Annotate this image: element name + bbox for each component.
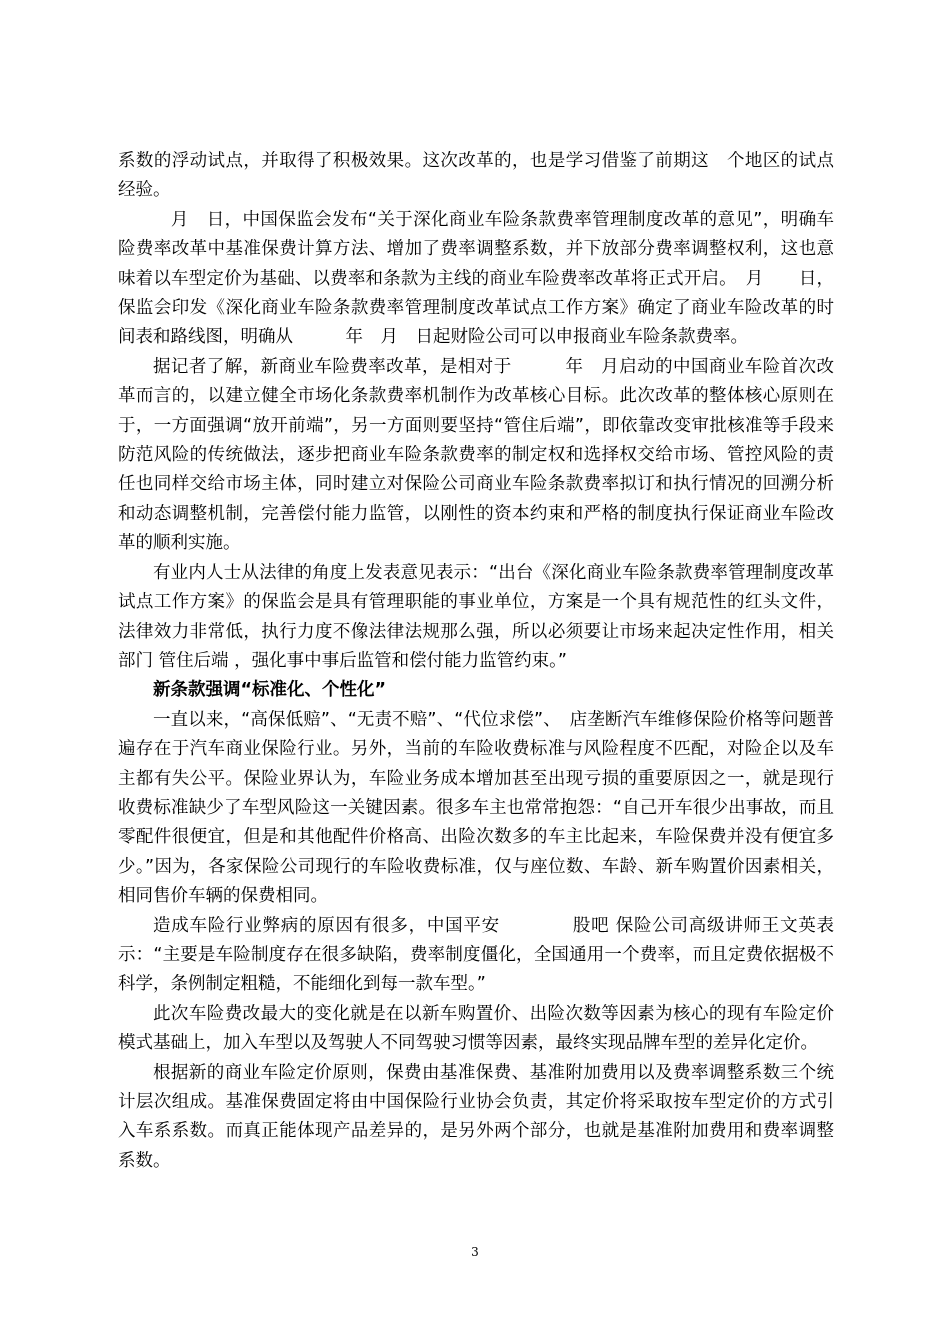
paragraph-4: 有业内人士从法律的角度上发表意见表示：“出台《深化商业车险条款费率管理制度改革试点工作方案》的保监会是具有管理职能的事业单位，方案是一个具有规范性的红头文件，法律效力非常低，执行力度不像法律法规那么强，所以必须要让市场来起决定性作用，相关部门 管住后端 ，强化事中事后监管和偿付能力监管约束。” bbox=[118, 562, 834, 671]
page-number: 3 bbox=[471, 1245, 479, 1259]
paragraph-2: 月 日，中国保监会发布“关于深化商业车险条款费率管理制度改革的意见”，明确车险费率改革中基准保费计算方法、增加了费率调整系数，并下放部分费率调整权利，这也意味着以车型定价为基础、以费率和条款为主线的商业车险费率改革将正式开启。 月 日，保监会印发《深化商业车险条款费率管理制度改革试点工作方案》确定了商业车险改革的时间表和路线图，明确从 年 月 日起财险公司可以申报商业车险条款费率。 bbox=[118, 209, 834, 348]
paragraph-1: 系数的浮动试点，并取得了积极效果。这次改革的，也是学习借鉴了前期这 个地区的试点经验。 bbox=[118, 151, 834, 201]
section-heading: 新条款强调“标准化、个性化” bbox=[153, 680, 387, 701]
paragraph-5: 一直以来，“高保低赔”、“无责不赔”、“代位求偿”、 店垄断汽车维修保险价格等问题普遍存在于汽车商业保险行业。另外，当前的车险收费标准与风险程度不匹配，对险企以及车主都有失公平。保险业界认为，车险业务成本增加甚至出现亏损的重要原因之一，就是现行收费标准缺少了车型风险这一关键因素。很多车主也常常抱怨：“自己开车很少出事故，而且零配件很便宜，但是和其他配件价格高、出险次数多的车主比起来，车险保费并没有便宜多少。”因为，各家保险公司现行的车险收费标准，仅与座位数、车龄、新车购置价因素相关，相同售价车辆的保费相同。 bbox=[118, 709, 834, 907]
paragraph-3: 据记者了解，新商业车险费率改革，是相对于 年 月启动的中国商业车险首次改革而言的，以建立健全市场化条款费率机制作为改革核心目标。此次改革的整体核心原则在于，一方面强调“放开前端”，另一方面则要坚持“管住后端”，即依靠改变审批核准等手段来防范风险的传统做法，逐步把商业车险条款费率的制定权和选择权交给市场、管控风险的责任也同样交给市场主体，同时建立对保险公司商业车险条款费率拟订和执行情况的回溯分析和动态调整机制，完善偿付能力监管，以刚性的资本约束和严格的制度执行保证商业车险改革的顺利实施。 bbox=[118, 356, 834, 554]
document-body bbox=[118, 147, 834, 1176]
paragraph-7: 此次车险费改最大的变化就是在以新车购置价、出险次数等因素为核心的现有车险定价模式基础上，加入车型以及驾驶人不同驾驶习惯等因素，最终实现品牌车型的差异化定价。 bbox=[118, 1003, 834, 1054]
paragraph-6: 造成车险行业弊病的原因有很多，中国平安 股吧 保险公司高级讲师王文英表示：“主要是车险制度存在很多缺陷，费率制度僵化，全国通用一个费率，而且定费依据极不科学，条例制定粗糙，不能细化到每一款车型。” bbox=[118, 915, 834, 995]
paragraph-8: 根据新的商业车险定价原则，保费由基准保费、基准附加费用以及费率调整系数三个统计层次组成。基准保费固定将由中国保险行业协会负责，其定价将采取按车型定价的方式引入车系系数。而真正能体现产品差异的，是另外两个部分，也就是基准附加费用和费率调整系数。 bbox=[118, 1062, 834, 1171]
